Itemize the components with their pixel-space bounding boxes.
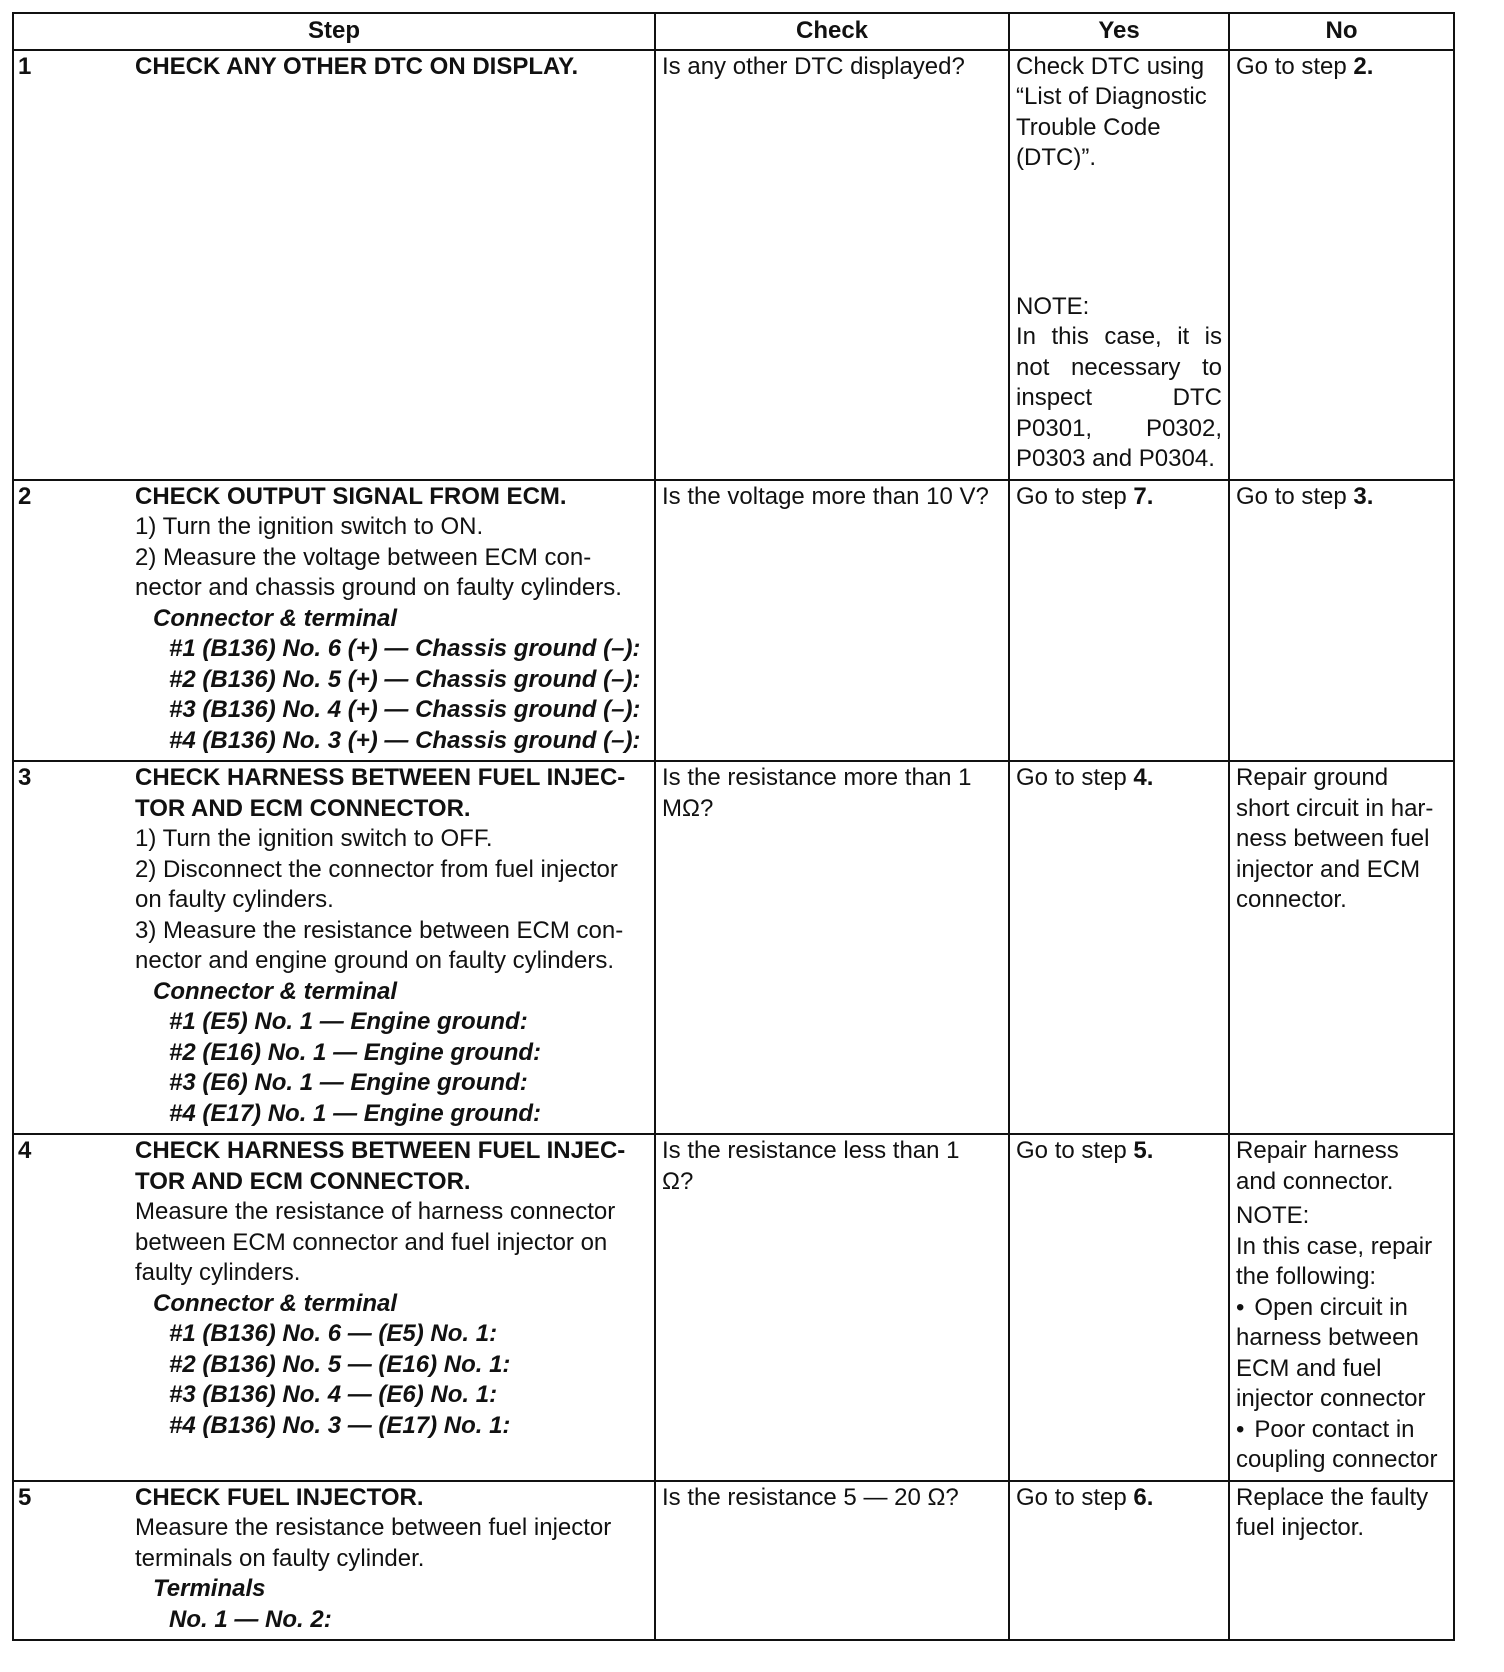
instruction-line: Measure the resistance of harness connector [135, 1198, 616, 1225]
step-ref: 5. [1133, 1137, 1154, 1164]
note-line: P0301, P0302, [1016, 414, 1223, 442]
no-cell: Repair ground short circuit in har- ness between fuel injector and ECM connector. [1229, 761, 1454, 1134]
bullet-item: • Open circuit in [1236, 1293, 1447, 1324]
check-cell: Is the resistance more than 1 MΩ? [655, 761, 1009, 1134]
note-label: NOTE: [1236, 1202, 1310, 1229]
header-row [13, 13, 1454, 50]
table-row [13, 761, 1454, 1134]
header-step: Step [13, 13, 655, 50]
table-row [13, 50, 1454, 480]
check-cell: Is the resistance 5 — 20 Ω? [655, 1481, 1009, 1641]
diagnostic-table [12, 12, 1455, 1641]
no-cell: Replace the faulty fuel injector. [1229, 1481, 1454, 1641]
yes-cell: Go to step 6. [1009, 1481, 1229, 1641]
connector-terminal-line: #2 (B136) No. 5 (+) — Chassis ground (–): [169, 665, 641, 693]
step-number: 1 [13, 50, 133, 480]
step-ref: 3. [1353, 482, 1374, 510]
note-line: inspect DTC [1016, 384, 1223, 411]
connector-terminal-label: Connector & terminal [153, 1289, 398, 1317]
check-cell: Is any other DTC displayed? [655, 50, 1009, 480]
connector-terminal-line: #1 (B136) No. 6 (+) — Chassis ground (–): [169, 635, 641, 662]
step-cell [133, 1481, 655, 1641]
no-cell: Repair harness and connector. NOTE: In this case, repair the following: • Open circuit in harness between ECM and fuel injector connector • Poor contact in coupling connector [1229, 1134, 1454, 1481]
header-yes: Yes [1009, 13, 1229, 50]
step-number: 4 [13, 1134, 133, 1481]
no-cell: Go to step 3. [1229, 480, 1454, 762]
step-cell [133, 1134, 655, 1481]
step-cell [133, 761, 655, 1134]
yes-cell [1009, 50, 1229, 480]
no-cell: Go to step 2. [1229, 50, 1454, 480]
step-ref: 4. [1133, 764, 1154, 791]
yes-line: Trouble Code [1016, 113, 1161, 141]
instruction-line: between ECM connector and fuel injector on [135, 1228, 608, 1256]
step-title: CHECK OUTPUT SIGNAL FROM ECM. [135, 482, 567, 510]
check-cell: Is the voltage more than 10 V? [655, 480, 1009, 762]
yes-line: Check DTC using [1016, 52, 1205, 80]
note-line: not necessary to [1016, 353, 1223, 381]
yes-line: (DTC)”. [1016, 144, 1096, 171]
step-title: TOR AND ECM CONNECTOR. [135, 1167, 471, 1195]
instruction-line: nector and chassis ground on faulty cylinders. [135, 574, 622, 601]
connector-terminal-line: #4 (B136) No. 3 — (E17) No. 1: [169, 1411, 511, 1439]
connector-terminal-line: #1 (B136) No. 6 — (E5) No. 1: [169, 1320, 498, 1347]
note-line: In this case, it is [1016, 323, 1223, 350]
step-cell [133, 480, 655, 762]
step-ref: 6. [1133, 1483, 1154, 1511]
connector-terminal-line: #3 (E6) No. 1 — Engine ground: [169, 1069, 528, 1096]
bullet-item: • Poor contact in [1236, 1415, 1447, 1446]
instruction-line: on faulty cylinders. [135, 886, 334, 913]
note-line: In this case, repair [1236, 1232, 1433, 1260]
step-cell [133, 50, 655, 480]
yes-line: “List of Diagnostic [1016, 83, 1207, 110]
terminals-line: No. 1 — No. 2: [169, 1605, 332, 1633]
note-label: NOTE: [1016, 292, 1090, 320]
connector-terminal-line: #2 (E16) No. 1 — Engine ground: [169, 1038, 542, 1066]
instruction-line: Measure the resistance between fuel injector [135, 1514, 612, 1541]
step-ref: 2. [1353, 52, 1374, 80]
terminals-label: Terminals [153, 1575, 266, 1602]
note-line: P0303 and P0304. [1016, 445, 1215, 472]
check-cell: Is the resistance less than 1 Ω? [655, 1134, 1009, 1481]
yes-cell: Go to step 7. [1009, 480, 1229, 762]
header-check: Check [655, 13, 1009, 50]
step-number: 5 [13, 1481, 133, 1641]
table-row [13, 1134, 1454, 1481]
instruction-line: 3) Measure the resistance between ECM con- [135, 916, 624, 944]
instruction-line: 1) Turn the ignition switch to ON. [135, 513, 484, 540]
connector-terminal-line: #3 (B136) No. 4 (+) — Chassis ground (–): [169, 696, 641, 723]
instruction-line: 2) Disconnect the connector from fuel injector [135, 855, 618, 883]
step-number: 2 [13, 480, 133, 762]
connector-terminal-line: #3 (B136) No. 4 — (E6) No. 1: [169, 1381, 498, 1408]
connector-terminal-line: #1 (E5) No. 1 — Engine ground: [169, 1008, 528, 1035]
table-row [13, 480, 1454, 762]
connector-terminal-line: #4 (B136) No. 3 (+) — Chassis ground (–): [169, 726, 641, 754]
step-number: 3 [13, 761, 133, 1134]
step-title: CHECK HARNESS BETWEEN FUEL INJEC- [135, 1137, 626, 1164]
yes-cell: Go to step 5. [1009, 1134, 1229, 1481]
table-row [13, 1481, 1454, 1641]
step-ref: 7. [1133, 482, 1154, 510]
yes-cell: Go to step 4. [1009, 761, 1229, 1134]
instruction-line: 2) Measure the voltage between ECM con- [135, 543, 592, 571]
header-no: No [1229, 13, 1454, 50]
connector-terminal-line: #2 (B136) No. 5 — (E16) No. 1: [169, 1350, 511, 1378]
instruction-line: terminals on faulty cylinder. [135, 1544, 425, 1572]
step-title: CHECK HARNESS BETWEEN FUEL INJEC- [135, 764, 626, 791]
connector-terminal-label: Connector & terminal [153, 604, 398, 632]
instruction-line: 1) Turn the ignition switch to OFF. [135, 825, 493, 852]
instruction-line: nector and engine ground on faulty cylinders. [135, 947, 614, 974]
connector-terminal-label: Connector & terminal [153, 977, 398, 1005]
instruction-line: faulty cylinders. [135, 1259, 301, 1286]
connector-terminal-line: #4 (E17) No. 1 — Engine ground: [169, 1099, 542, 1127]
step-title: CHECK FUEL INJECTOR. [135, 1483, 424, 1511]
step-title: TOR AND ECM CONNECTOR. [135, 794, 471, 822]
note-line: the following: [1236, 1263, 1377, 1290]
step-title: CHECK ANY OTHER DTC ON DISPLAY. [135, 52, 579, 80]
